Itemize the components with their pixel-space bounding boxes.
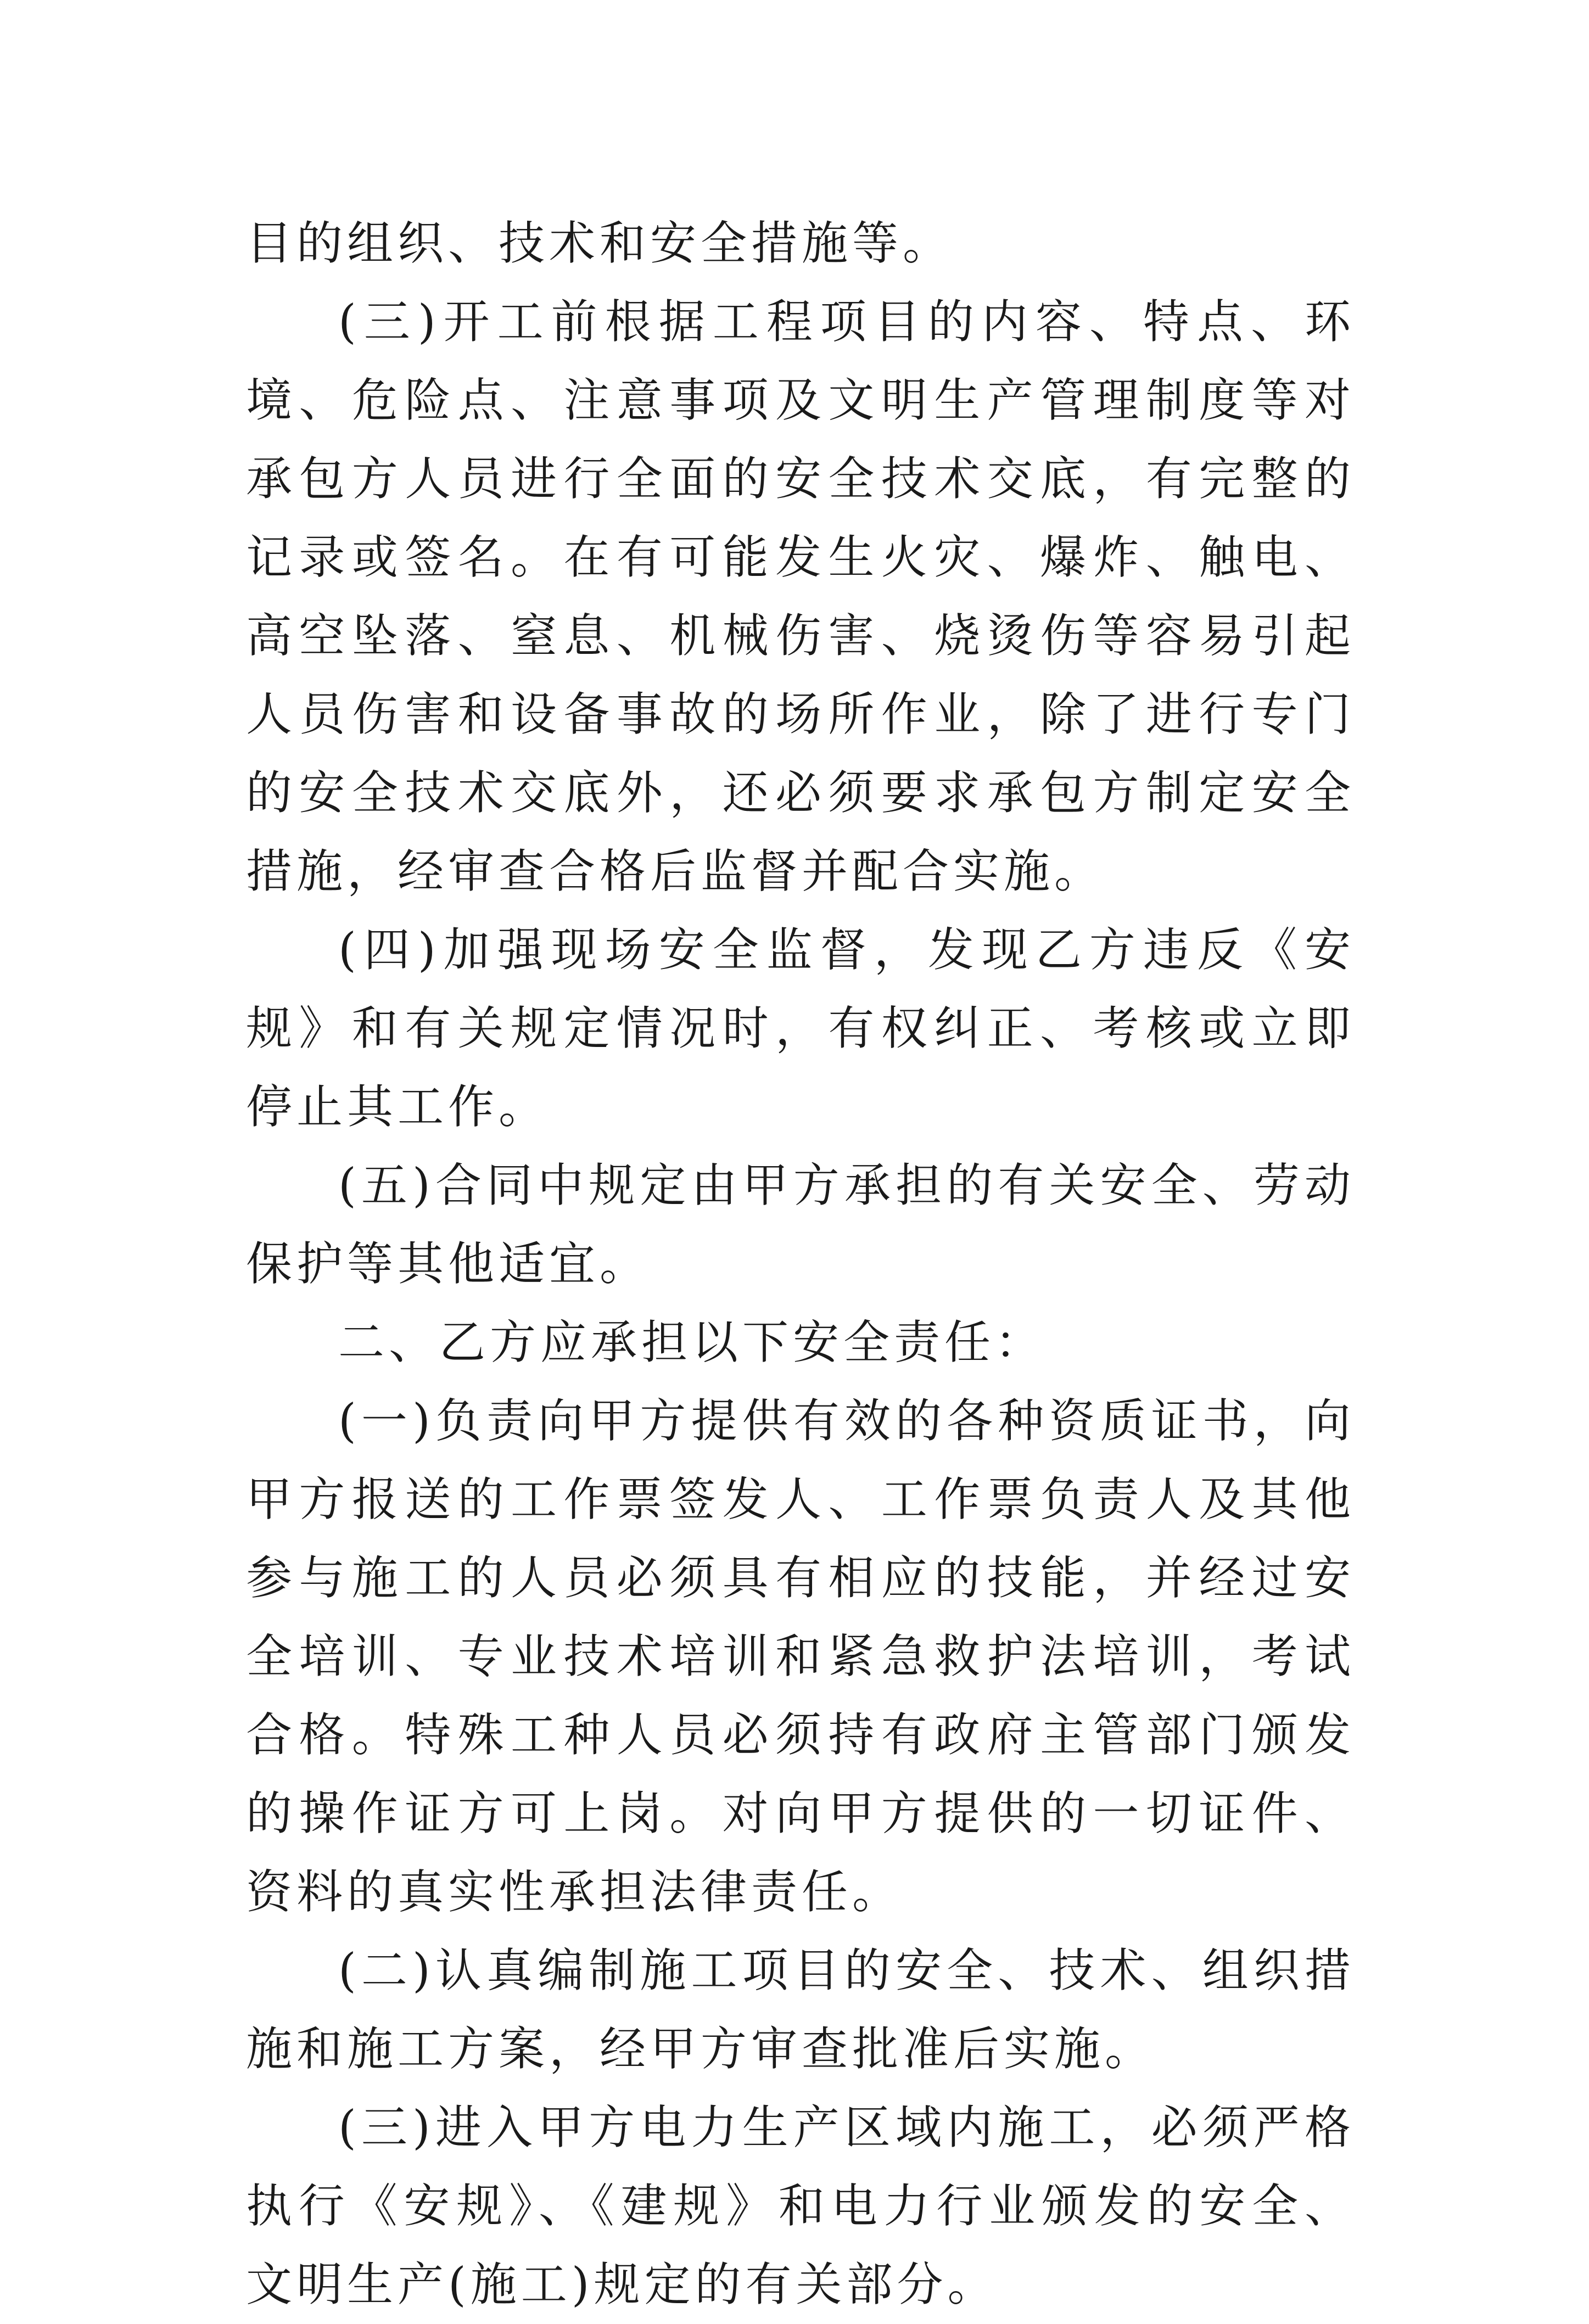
paragraph-continuation: 目的组织、技术和安全措施等。 — [246, 216, 954, 270]
paragraph-item-3-party-a: (三)开工前根据工程项目的内容、特点、环境、危险点、注意事项及文明生产管理制度等对承包方人员进行全面的安全技术交底，有完整的记录或签名。在有可能发生火灾、爆炸、触电、高空坠落、窒息、机械伤害、烧烫伤等容易引起人员伤害和设备事故的场所作业，除了进行专门的安全技术交底外，还必须要求承包方制定安全措施，经审查合格后监督并配合实施。 — [246, 295, 1355, 898]
paragraph-item-4-party-a: (四)加强现场安全监督，发现乙方违反《安规》和有关规定情况时，有权纠正、考核或立即停止其工作。 — [246, 923, 1355, 1134]
paragraph-item-3-party-b: (三)进入甲方电力生产区域内施工，必须严格执行《安规》、《建规》和电力行业颁发的安全、文明生产(施工)规定的有关部分。 — [246, 2101, 1355, 2311]
paragraph-item-5-party-a: (五)合同中规定由甲方承担的有关安全、劳动保护等其他适宜。 — [246, 1158, 1355, 1291]
section-heading-party-b: 二、乙方应承担以下安全责任： — [338, 1315, 1046, 1369]
paragraph-item-1-party-b: (一)负责向甲方提供有效的各种资质证书，向甲方报送的工作票签发人、工作票负责人及其他参与施工的人员必须具有相应的技能，并经过安全培训、专业技术培训和紧急救护法培训，考试合格。特殊工种人员必须持有政府主管部门颁发的操作证方可上岗。对向甲方提供的一切证件、资料的真实性承担法律责任。 — [246, 1394, 1355, 1919]
paragraph-item-2-party-b: (二)认真编制施工项目的安全、技术、组织措施和施工方案，经甲方审查批准后实施。 — [246, 1944, 1355, 2076]
document-body — [246, 204, 1355, 2324]
